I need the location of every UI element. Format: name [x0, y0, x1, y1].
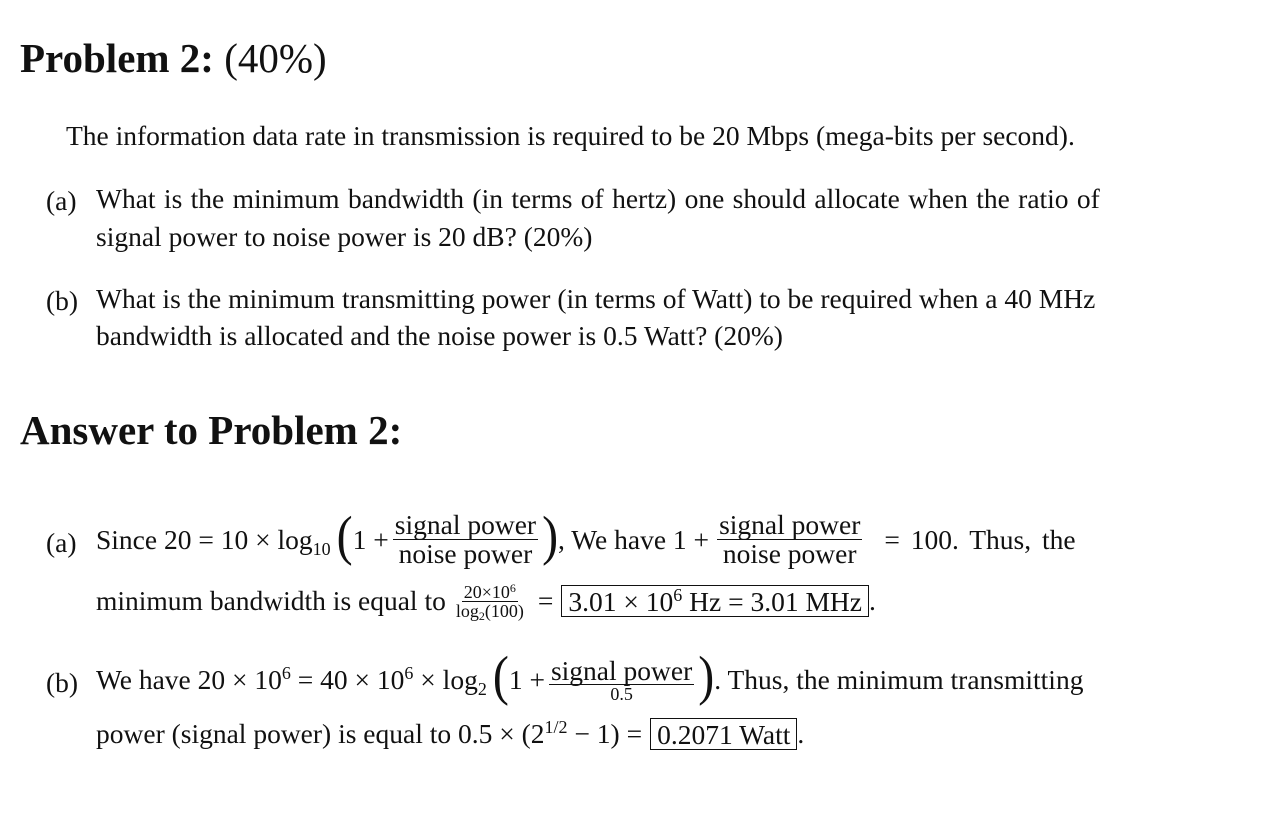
snr2-numerator: signal power: [719, 509, 861, 540]
part-a-question-line2: signal power to noise power is 20 dB? (20%): [96, 221, 593, 252]
snr-fraction: [393, 511, 538, 567]
answer-a-line1: [96, 505, 1076, 572]
answer-a-equals-100: = 100. Thus, the: [884, 524, 1076, 556]
bandwidth-denominator: $\log_2(100)$: [455, 600, 524, 623]
answer-b-end: .: [797, 718, 805, 750]
answer-a-result-box: $3.01 \times 10^6$ Hz = 3.01 MHz: [561, 585, 869, 618]
power-denominator: 0.5: [610, 684, 633, 705]
part-a-question-line1: What is the minimum bandwidth (in terms of hertz) one should allocate when the ratio of: [96, 183, 1100, 214]
answer-b-line2-prefix: power (signal power) is equal to $0.5 \times (2^{1/2} - 1)$ =: [96, 717, 643, 750]
paren-close-b: ): [698, 645, 715, 707]
answer-a-line2-prefix: minimum bandwidth is equal to: [96, 585, 446, 617]
answer-b-result-box: 0.2071 Watt: [650, 718, 797, 751]
snr-denominator: noise power: [398, 537, 533, 569]
answer-a-end: .: [868, 585, 876, 617]
part-b-question-line1: What is the minimum transmitting power (in terms of Watt) to be required when a 40 MHz: [96, 283, 1096, 314]
power-fraction: [549, 654, 694, 705]
problem-statement: The information data rate in transmission is required to be 20 Mbps (mega-bits per second).: [66, 120, 1075, 151]
answer-b-line1: [96, 645, 1084, 712]
part-a-label: (a): [46, 185, 77, 216]
answer-b-one-plus: 1 +: [508, 664, 545, 696]
problem-heading: [20, 34, 327, 82]
problem-title: Problem 2:: [20, 35, 214, 81]
part-b-label: (b): [46, 285, 79, 316]
answer-a-one-plus: 1 +: [352, 524, 389, 556]
answer-a-since: Since $20 = 10 \times \log_{10}$: [96, 524, 331, 560]
bandwidth-numerator: $20\times 10^6$: [463, 580, 516, 602]
answer-a-eq: =: [537, 585, 554, 617]
snr-numerator: signal power: [394, 509, 537, 540]
bandwidth-fraction: [454, 580, 526, 623]
problem-weight: (40%): [224, 35, 327, 81]
answer-b-thus: . Thus, the minimum transmitting: [714, 664, 1084, 696]
paren-close: ): [542, 505, 559, 567]
answer-a-line2: [96, 578, 876, 624]
answer-b-we-have: We have $20 \times 10^6 = 40 \times 10^6 \times \log_2$: [96, 663, 487, 700]
paren-open: (: [336, 505, 353, 567]
answer-heading: Answer to Problem 2:: [20, 407, 403, 453]
snr2-denominator: noise power: [722, 537, 857, 569]
paren-open-b: (: [492, 645, 509, 707]
answer-b-label: (b): [46, 667, 79, 698]
answer-a-label: (a): [46, 527, 77, 558]
answer-a-we-have: , We have 1 +: [558, 524, 710, 556]
snr-fraction-2: [717, 511, 862, 567]
power-numerator: signal power: [550, 654, 693, 686]
answer-b-line2: [96, 712, 804, 756]
part-b-question-line2: bandwidth is allocated and the noise power is 0.5 Watt? (20%): [96, 320, 783, 351]
